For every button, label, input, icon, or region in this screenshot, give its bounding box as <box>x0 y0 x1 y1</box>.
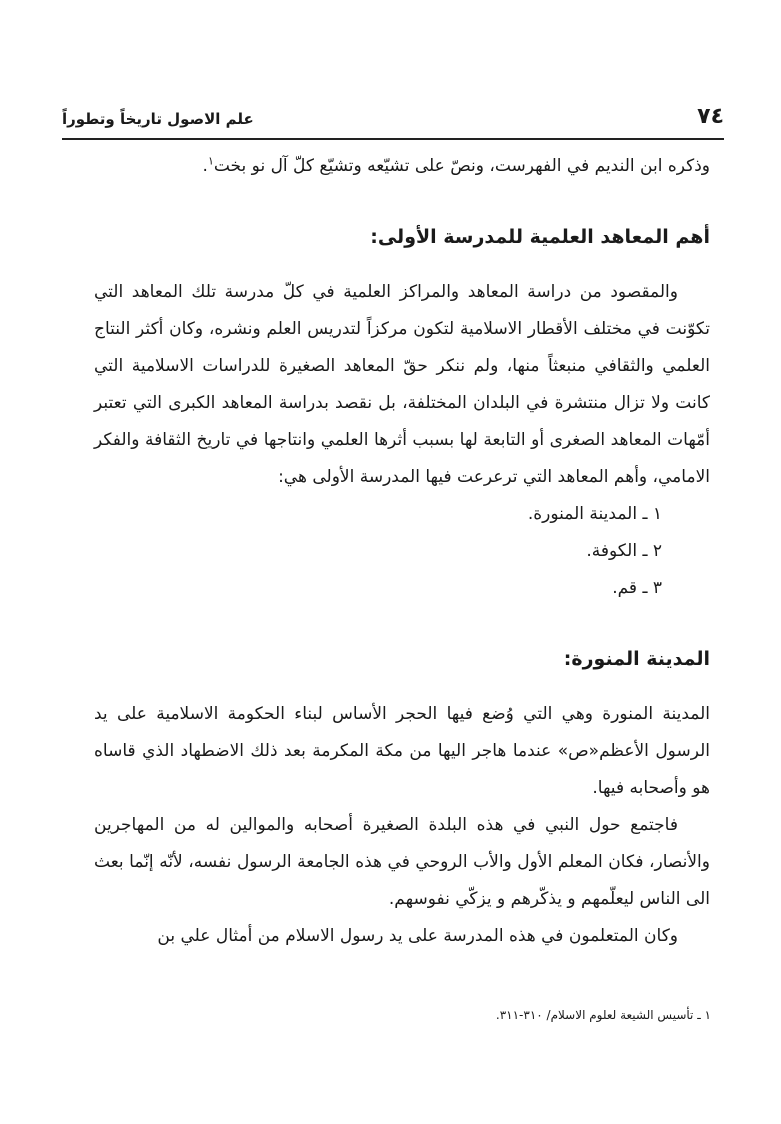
paragraph-intro-text: وذكره ابن النديم في الفهرست، ونصّ على تشيّعه وتشيّع كلّ آل نو بخت <box>213 156 710 176</box>
body-text <box>94 148 710 955</box>
section-heading-institutes: أهم المعاهد العلمية للمدرسة الأولى: <box>370 226 710 248</box>
paragraph-students: وكان المتعلمون في هذه المدرسة على يد رسول الاسلام من أمثال علي بن <box>157 926 678 946</box>
list-item: ٢ ـ الكوفة. <box>586 541 662 561</box>
spacer <box>94 678 710 696</box>
spacer <box>94 607 710 641</box>
paragraph-gathering: فاجتمع حول النبي في هذه البلدة الصغيرة أصحابه والموالين له من المهاجرين والأنصار، فكان المعلم الأول والأب الروحي في هذه الجامعة الرسول نفسه، لأنّه إنّما بعث الى الناس ليعلّمهم و يذكّرهم و يزكّي نفوسهم. <box>94 815 710 909</box>
footnote: ١ ـ تأسيس الشيعة لعلوم الاسلام/ ٣١٠-٣١١. <box>495 1008 711 1022</box>
list-item: ٣ ـ قم. <box>612 578 662 598</box>
running-title: علم الاصول تاريخاً وتطوراً <box>62 110 254 128</box>
running-head <box>62 100 724 134</box>
list-item: ١ ـ المدينة المنورة. <box>527 504 662 524</box>
footnote-marker: ١ <box>207 154 214 168</box>
header-rule <box>62 138 724 140</box>
paragraph-institutes: والمقصود من دراسة المعاهد والمراكز العلمية في كلّ مدرسة تلك المعاهد التي تكوّنت في مختلف الأقطار الاسلامية لتكون مركزاً لتدريس العلم ونشره، وكان أكثر النتاج العلمي والثقافي منبعثاً منها، ولم ننكر حقّ المعاهد الصغيرة للدراسات الاسلامية التي كانت ولا تزال منتشرة في البلدان المختلفة، بل نقصد بدراسة المعاهد الكبرى التي تعتبر أمّهات المعاهد الصغرى أو التابعة لها بسبب أثرها العلمي وانتاجها في تاريخ الثقافة والفكر الامامي، وأهم المعاهد التي ترعرعت فيها المدرسة الأولى هي: <box>94 282 710 487</box>
spacer <box>94 256 710 274</box>
page-number: ٧٤ <box>697 104 724 129</box>
spacer <box>94 185 710 219</box>
paragraph-medina: المدينة المنورة وهي التي وُضع فيها الحجر الأساس لبناء الحكومة الاسلامية على يد الرسول الأعظم«ص» عندما هاجر اليها من مكة المكرمة بعد ذلك الاضطهاد الذي قاساه هو وأصحابه فيها. <box>94 704 710 798</box>
paragraph-intro: وذكره ابن النديم في الفهرست، ونصّ على تشيّعه وتشيّع كلّ آل نو بخت$^١$. <box>202 154 710 176</box>
section-heading-medina: المدينة المنورة: <box>563 648 710 670</box>
